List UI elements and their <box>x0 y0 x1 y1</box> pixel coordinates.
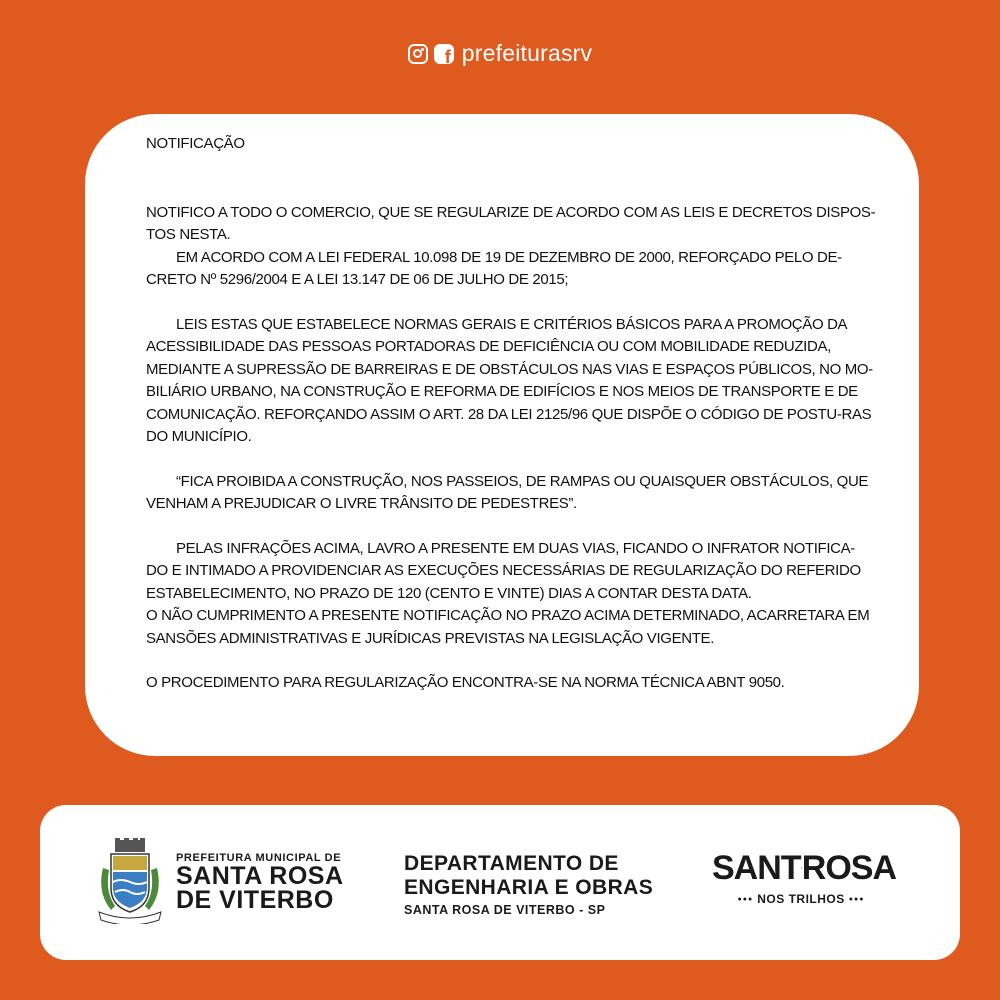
notice-paragraph-3: LEIS ESTAS QUE ESTABELECE NORMAS GERAIS E CRITÉRIOS BÁSICOS PARA A PROMOÇÃO DA ACESSIBILIDADE DAS PESSOAS PORTADORAS DE DEFICIÊNCIA OU COM MOBILIDADE REDUZIDA, MEDIANTE A SUPRESSÃO DE BARREIRAS E DE OBSTÁCULOS NAS VIAS E ESPAÇOS PÚBLICOS, NO MO-BILIÁRIO URBANO, NA CONSTRUÇÃO E REFORMA DE EDIFÍCIOS E NOS MEIOS DE TRANSPORTE E DE COMUNICAÇÃO. REFORÇANDO ASSIM O ART. 28 DA LEI 2125/96 QUE DISPÕE O CÓDIGO DE POSTU-RAS DO MUNICÍPIO. <box>146 315 873 445</box>
notice-paragraph-7: O PROCEDIMENTO PARA REGULARIZAÇÃO ENCONTRA-SE NA NORMA TÉCNICA ABNT 9050. <box>146 674 785 691</box>
instagram-icon <box>408 44 428 64</box>
department-line2: ENGENHARIA E OBRAS <box>404 876 654 899</box>
notice-paragraph-4: “FICA PROIBIDA A CONSTRUÇÃO, NOS PASSEIOS, DE RAMPAS OU QUAISQUER OBSTÁCULOS, QUE VENHAM A PREJUDICAR O LIVRE TRÂNSITO DE PEDESTRES”. <box>146 472 869 512</box>
logo-tagline: NOS TRILHOS <box>757 892 845 906</box>
department-line3: SANTA ROSA DE VITERBO - SP <box>404 903 606 917</box>
notice-paragraph-1: NOTIFICO A TODO O COMERCIO, QUE SE REGULARIZE DE ACORDO COM AS LEIS E DECRETOS DISPOS-TOS NESTA. <box>146 203 876 243</box>
notice-paragraph-2: EM ACORDO COM A LEI FEDERAL 10.098 DE 19 DE DEZEMBRO DE 2000, REFORÇADO PELO DE-CRETO Nº 5296/2004 E A LEI 13.147 DE 06 DE JULHO DE 2015; <box>146 248 842 288</box>
social-handle: prefeiturasrv <box>461 40 593 66</box>
prefeitura-line3: DE VITERBO <box>176 886 334 914</box>
notice-paragraph-5: PELAS INFRAÇÕES ACIMA, LAVRO A PRESENTE EM DUAS VIAS, FICANDO O INFRATOR NOTIFICA-DO E INTIMADO A PROVIDENCIAR AS EXECUÇÕES NECESSÁRIAS DE REGULARIZAÇÃO DO REFERIDO ESTABELECIMENTO, NO PRAZO DE 120 (CENTO E VINTE) DIAS A CONTAR DESTA DATA. <box>146 539 861 602</box>
prefeitura-line2: SANTA ROSA <box>176 862 344 890</box>
department-line1: DEPARTAMENTO DE <box>404 852 619 875</box>
prefeitura-logo <box>176 852 344 912</box>
logo-part1: SANT <box>712 849 801 887</box>
facebook-icon: f <box>434 44 454 64</box>
social-handle-bar <box>0 40 1000 67</box>
notice-title: NOTIFICAÇÃO <box>146 135 245 152</box>
notice-text <box>146 133 876 695</box>
notice-paragraph-6: O NÃO CUMPRIMENTO A PRESENTE NOTIFICAÇÃO NO PRAZO ACIMA DETERMINADO, ACARRETARA EM SANSÕES ADMINISTRATIVAS E JURÍDICAS PREVISTAS NA LEGISLAÇÃO VIGENTE. <box>146 607 870 647</box>
santa-rosa-nos-trilhos-logo: SANT ROSA ●●● NOS TRILHOS ●●● <box>712 849 896 906</box>
logo-part2: ROSA <box>801 849 896 887</box>
prefeitura-line1: PREFEITURA MUNICIPAL DE <box>176 852 342 864</box>
department-block <box>404 852 653 917</box>
municipal-crest-icon <box>97 838 163 924</box>
